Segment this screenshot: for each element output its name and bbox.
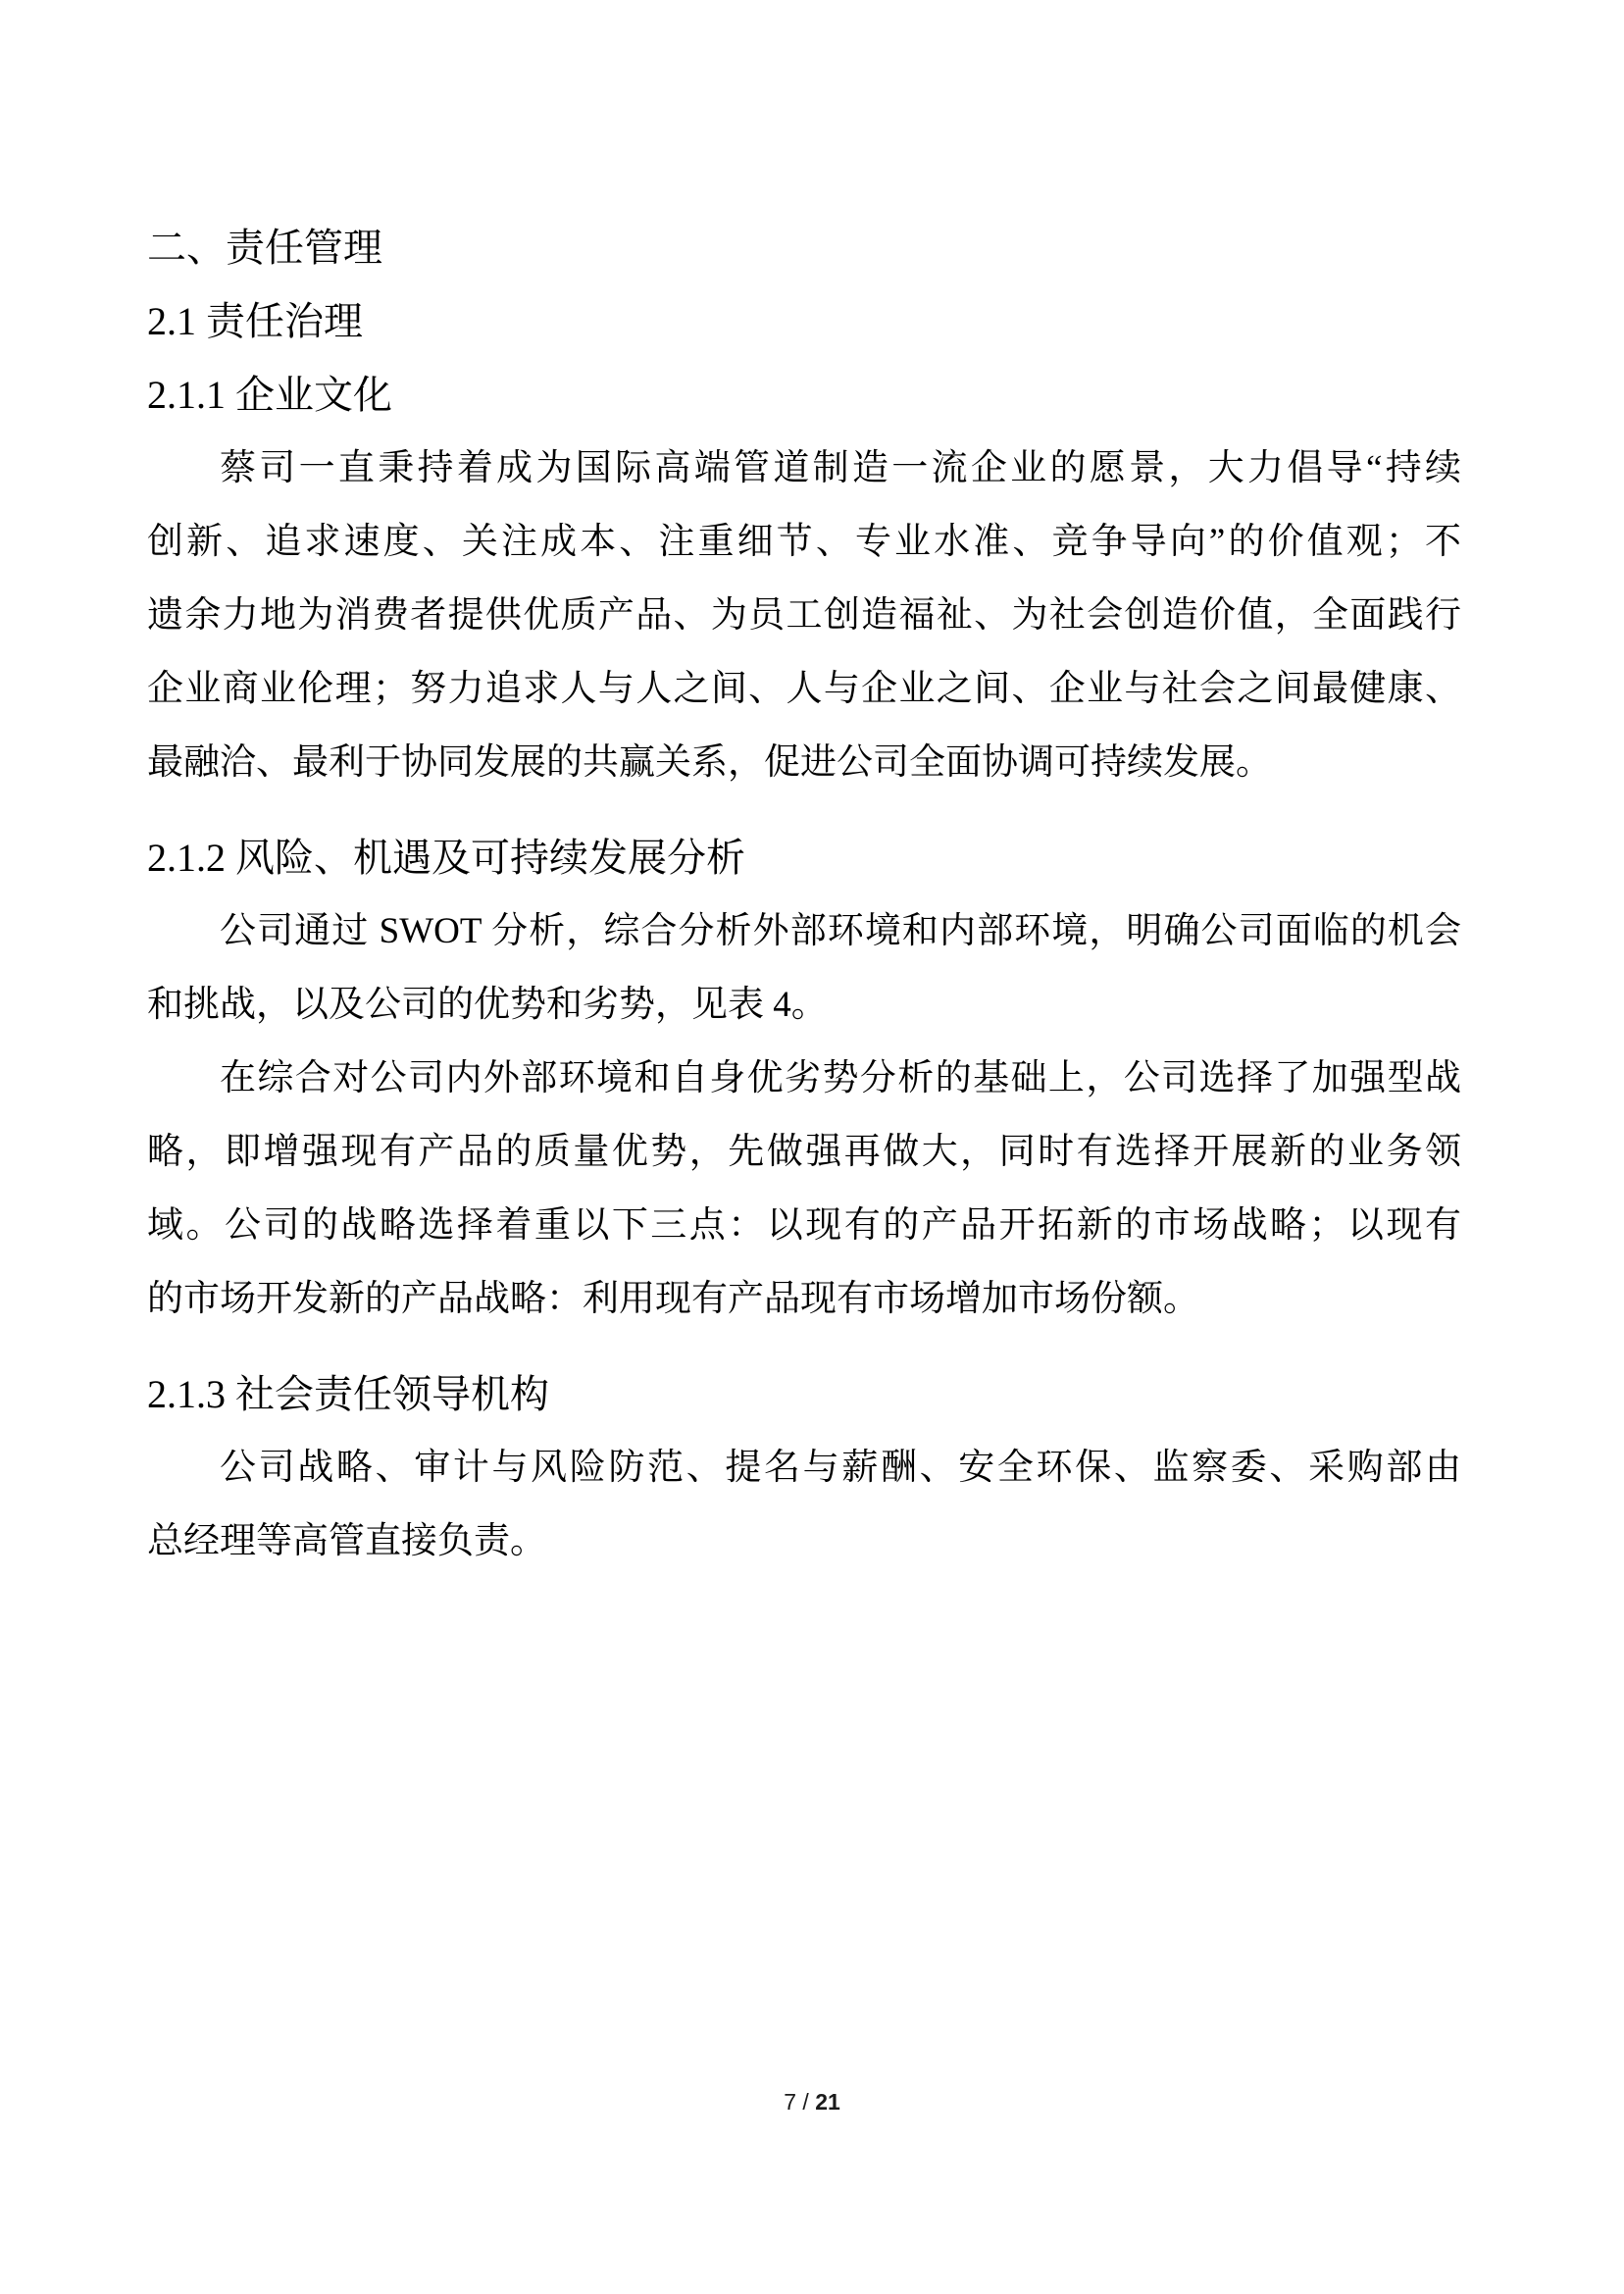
- page-number-current: 7: [784, 2089, 797, 2115]
- page-footer: [0, 2087, 1624, 2116]
- paragraph-line: 创新、追求速度、关注成本、注重细节、专业水准、竞争导向”的价值观；不: [147, 522, 1461, 562]
- section-heading: 2.1 责任治理: [147, 299, 363, 343]
- paragraph-line: 公司通过 SWOT 分析，综合分析外部环境和内部环境，明确公司面临的机会: [220, 911, 1461, 951]
- paragraph-swot-analysis: [147, 894, 1461, 1042]
- paragraph-line: 略，即增强现有产品的质量优势，先做强再做大，同时有选择开展新的业务领: [147, 1132, 1461, 1172]
- paragraph-line: 蔡司一直秉持着成为国际高端管道制造一流企业的愿景，大力倡导“持续: [220, 448, 1461, 488]
- paragraph-csr-leadership: [147, 1431, 1461, 1578]
- subsection-heading-2-1-2: 2.1.2 风险、机遇及可持续发展分析: [147, 836, 745, 880]
- paragraph-strategy-choice: [147, 1042, 1461, 1336]
- paragraph-corporate-culture: [147, 432, 1461, 799]
- chapter-heading: 二、责任管理: [147, 226, 382, 270]
- page-number-total: 21: [815, 2089, 840, 2115]
- page-number-separator: /: [796, 2089, 816, 2115]
- paragraph-line: 在综合对公司内外部环境和自身优劣势分析的基础上，公司选择了加强型战: [220, 1058, 1461, 1098]
- paragraph-line: 最融洽、最利于协同发展的共赢关系，促进公司全面协调可持续发展。: [147, 742, 1272, 783]
- paragraph-line: 的市场开发新的产品战略：利用现有产品现有市场增加市场份额。: [147, 1279, 1199, 1319]
- subsection-heading-2-1-1: 2.1.1 企业文化: [147, 373, 392, 417]
- paragraph-line: 域。公司的战略选择着重以下三点：以现有的产品开拓新的市场战略；以现有: [147, 1205, 1461, 1246]
- subsection-heading-2-1-3: 2.1.3 社会责任领导机构: [147, 1372, 549, 1416]
- paragraph-line: 和挑战，以及公司的优势和劣势，见表 4。: [147, 985, 828, 1025]
- paragraph-line: 企业商业伦理；努力追求人与人之间、人与企业之间、企业与社会之间最健康、: [147, 669, 1461, 709]
- paragraph-line: 公司战略、审计与风险防范、提名与薪酬、安全环保、监察委、采购部由: [220, 1448, 1461, 1488]
- paragraph-line: 总经理等高管直接负责。: [147, 1521, 546, 1561]
- paragraph-line: 遗余力地为消费者提供优质产品、为员工创造福祉、为社会创造价值，全面践行: [147, 595, 1461, 636]
